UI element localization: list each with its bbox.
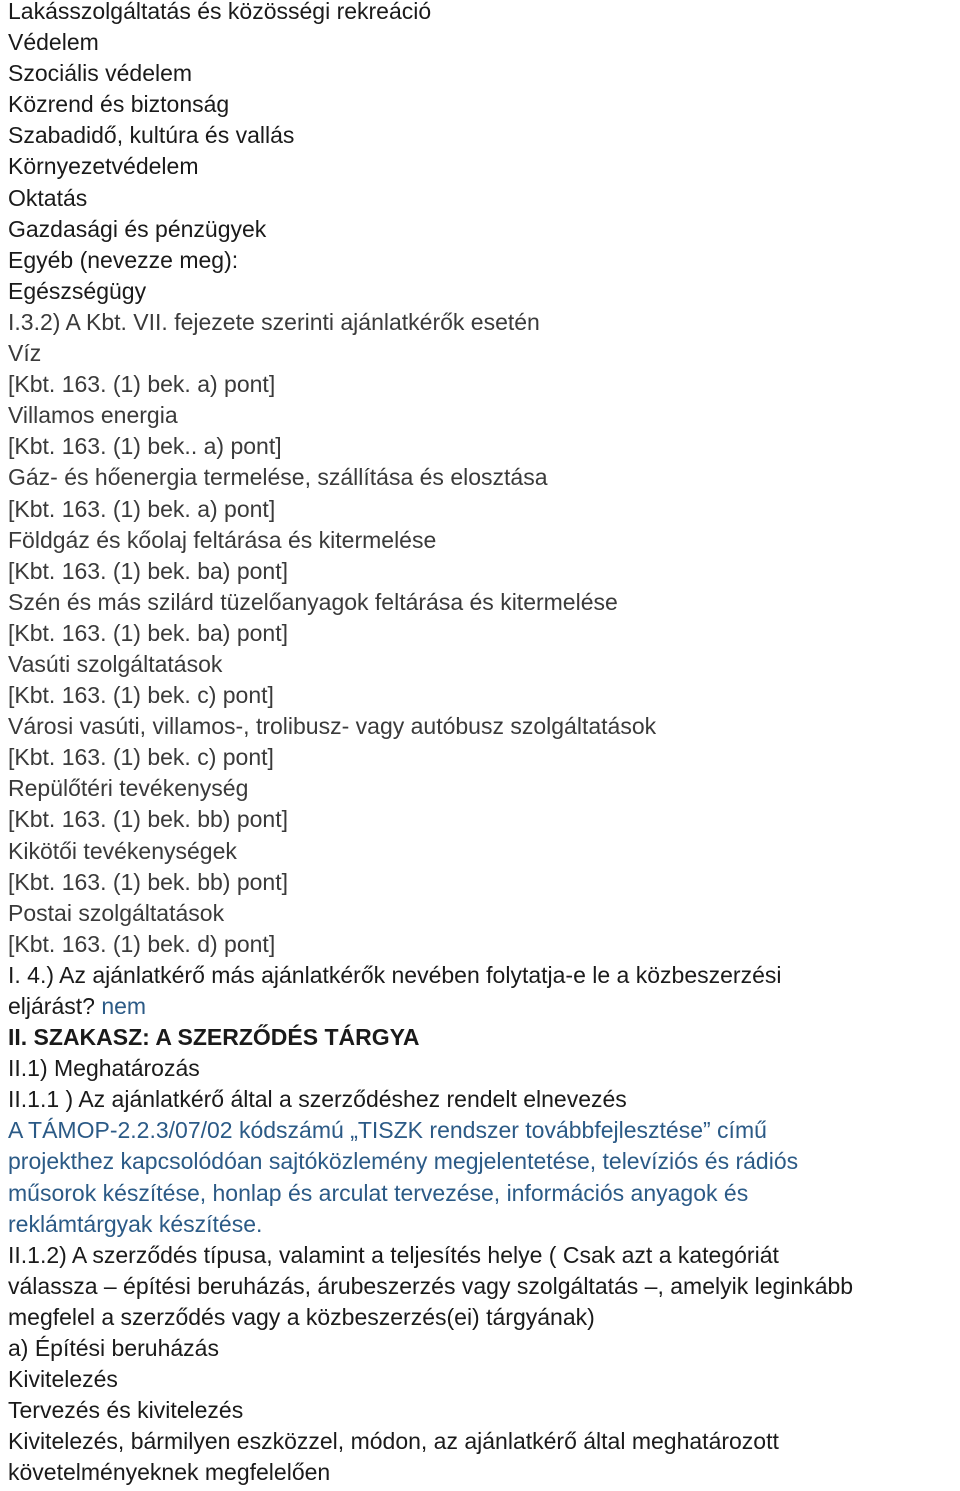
legal-reference: [Kbt. 163. (1) bek. d) pont] — [8, 930, 276, 957]
contract-option: Kivitelezés, bármilyen eszközzel, módon, az ajánlatkérő által meghatározott — [8, 1428, 779, 1455]
category-item: Gazdasági és pénzügyek — [8, 215, 267, 242]
document-page — [8, 0, 960, 1489]
section-i4-question: I. 4.) Az ajánlatkérő más ajánlatkérők nevében folytatja-e le a közbeszerzési — [8, 961, 782, 988]
section-ii12-text: megfelel a szerződés vagy a közbeszerzés(ei) tárgyának) — [8, 1303, 595, 1330]
section-ii1-heading: II.1) Meghatározás — [8, 1055, 200, 1082]
section-ii-heading: II. SZAKASZ: A SZERZŐDÉS TÁRGYA — [8, 1024, 420, 1051]
section-i4-answer: nem — [101, 993, 147, 1019]
section-ii11-heading: II.1.1 ) Az ajánlatkérő által a szerződéshez rendelt elnevezés — [8, 1086, 627, 1113]
activity-name: Vasúti szolgáltatások — [8, 650, 223, 677]
contract-option: Tervezés és kivitelezés — [8, 1397, 244, 1424]
activity-name: Villamos energia — [8, 402, 178, 429]
activity-name: Földgáz és kőolaj feltárása és kitermelése — [8, 526, 437, 553]
legal-reference: [Kbt. 163. (1) bek. c) pont] — [8, 744, 274, 771]
activity-name: Repülőtéri tevékenység — [8, 775, 249, 802]
legal-reference: [Kbt. 163. (1) bek.. a) pont] — [8, 433, 282, 460]
section-i32-heading: I.3.2) A Kbt. VII. fejezete szerinti ajánlatkérők esetén — [8, 308, 540, 335]
category-item: Közrend és biztonság — [8, 91, 230, 118]
section-i4-question-cont — [8, 991, 960, 1022]
contract-title-line: műsorok készítése, honlap és arculat tervezése, információs anyagok és — [8, 1179, 749, 1206]
activity-name: Gáz- és hőenergia termelése, szállítása és elosztása — [8, 464, 548, 491]
legal-reference: [Kbt. 163. (1) bek. a) pont] — [8, 371, 276, 398]
category-item: Környezetvédelem — [8, 153, 199, 180]
section-ii12-text: válassza – építési beruházás, árubeszerzés vagy szolgáltatás –, amelyik leginkább — [8, 1272, 854, 1299]
legal-reference: [Kbt. 163. (1) bek. bb) pont] — [8, 806, 288, 833]
activity-name: Víz — [8, 340, 42, 367]
contract-title-line: A TÁMOP-2.2.3/07/02 kódszámú „TISZK rendszer továbbfejlesztése” című — [8, 1117, 767, 1144]
legal-reference: [Kbt. 163. (1) bek. ba) pont] — [8, 619, 288, 646]
legal-reference: [Kbt. 163. (1) bek. a) pont] — [8, 495, 276, 522]
contract-title-line: projekthez kapcsolódóan sajtóközlemény megjelentetése, televíziós és rádiós — [8, 1148, 799, 1175]
section-i4-question-end: eljárást? — [8, 993, 102, 1019]
category-item: Szociális védelem — [8, 60, 193, 87]
category-item: Oktatás — [8, 184, 88, 211]
activity-name: Szén és más szilárd tüzelőanyagok feltárása és kitermelése — [8, 588, 618, 615]
legal-reference: [Kbt. 163. (1) bek. c) pont] — [8, 682, 274, 709]
contract-type-a: a) Építési beruházás — [8, 1335, 219, 1362]
activity-name: Kikötői tevékenységek — [8, 837, 237, 864]
category-item: Védelem — [8, 29, 99, 56]
section-ii12-text: II.1.2) A szerződés típusa, valamint a teljesítés helye ( Csak azt a kategóriát — [8, 1241, 779, 1268]
category-item: Lakásszolgáltatás és közösségi rekreáció — [8, 0, 432, 24]
activity-name: Városi vasúti, villamos-, trolibusz- vagy autóbusz szolgáltatások — [8, 713, 657, 740]
contract-option: követelményeknek megfelelően — [8, 1459, 331, 1486]
contract-title-line: reklámtárgyak készítése. — [8, 1210, 263, 1237]
contract-option: Kivitelezés — [8, 1366, 118, 1393]
legal-reference: [Kbt. 163. (1) bek. bb) pont] — [8, 868, 288, 895]
activity-name: Postai szolgáltatások — [8, 899, 225, 926]
category-item: Szabadidő, kultúra és vallás — [8, 122, 295, 149]
category-item: Egyéb (nevezze meg): — [8, 246, 239, 273]
legal-reference: [Kbt. 163. (1) bek. ba) pont] — [8, 557, 288, 584]
category-item: Egészségügy — [8, 277, 147, 304]
